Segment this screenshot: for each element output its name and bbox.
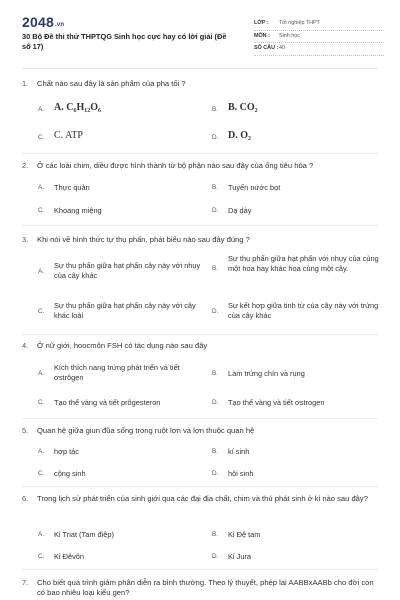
question-divider xyxy=(22,486,378,487)
question-5: 5. Quan hệ giữa giun đũa sống trong ruột lợn và lợn thuộc quan hệ A. hợp tác B. kí sinh C. cộng sinh D. hội sinh xyxy=(22,426,255,478)
question-divider xyxy=(22,334,378,335)
meta-subject-row: MÔN : Sinh học xyxy=(254,31,384,44)
question-number: 6. xyxy=(22,494,29,503)
question-divider xyxy=(22,225,378,226)
question-stem: Trong lịch sử phát triển của sinh giới qua các đại địa chất, chim và thú phát sinh ở kỉ nào sau đây? xyxy=(37,494,368,503)
meta-count-row: SỐ CÂU : 40 xyxy=(254,43,384,56)
option-a[interactable]: A. Kích thích nang trứng phát triển và tiết ơstrôgen xyxy=(38,363,180,382)
site-logo[interactable]: 2048.vn xyxy=(22,14,65,30)
exam-meta xyxy=(254,18,384,56)
question-3 xyxy=(22,235,382,320)
question-stem: Cho biết quá trình giảm phân diễn ra bình thường. Theo lý thuyết, phép lai AABBxAABb cho đời con có bao nhiêu loại kiểu gen? xyxy=(37,578,374,597)
option-c[interactable]: C. Sự thụ phấn giữa hạt phấn cây này với cây khác loài xyxy=(38,301,196,320)
question-7 xyxy=(22,578,382,598)
question-divider xyxy=(22,153,378,154)
header-rule xyxy=(22,68,378,69)
question-stem: Khi nói về hình thức tự thụ phấn, phát biểu nào sau đây đúng ? xyxy=(37,235,250,244)
question-1: 1. Chất nào sau đây là sản phẩm của pha tối ? A. A. C₆H₁₂O₆ B. B. CO₂ C. C. ATP D. D. O₂ xyxy=(22,79,258,141)
question-4: 4. Ở nữ giới, hoocmôn FSH có tác dụng nào sau đây A. Kích thích nang trứng phát triển và tiết ơstrôgen B. Làm trứng chín và rụng C. Tạo thể vàng và tiết prôgesteron D. Tạo thể vàng và tiết ơstrogen xyxy=(22,341,325,407)
option-b[interactable]: B. Sự thụ phấn giữa hạt phấn với nhụy của cùng một hoa hay khác hoa cùng một cây. xyxy=(212,254,379,273)
question-number: 7. xyxy=(22,578,29,587)
question-number: 4. xyxy=(22,341,29,350)
question-stem: Chất nào sau đây là sản phẩm của pha tối ? xyxy=(37,79,186,88)
question-stem: Quan hệ giữa giun đũa sống trong ruột lợn và lợn thuộc quan hệ xyxy=(37,426,255,435)
question-2: 2. Ở các loài chim, diều được hình thành từ bộ phận nào sau đây của ống tiêu hóa ? A. Thực quản B. Tuyến nước bọt C. Khoang miệng D. Dạ dày xyxy=(22,161,314,215)
document-header xyxy=(22,14,382,58)
option-d[interactable]: D. Sự kết hợp giữa tinh tử của cây này với trứng của cây khác xyxy=(212,301,379,320)
question-stem: Ở nữ giới, hoocmôn FSH có tác dụng nào sau đây xyxy=(37,341,208,350)
question-number: 2. xyxy=(22,161,29,170)
question-number: 5. xyxy=(22,426,29,435)
question-divider xyxy=(22,569,378,570)
question-stem: Ở các loài chim, diều được hình thành từ bộ phận nào sau đây của ống tiêu hóa ? xyxy=(37,161,314,170)
question-divider xyxy=(22,418,378,419)
document-title: 30 Bộ Đề thi thử THPTQG Sinh học cực hay có lời giải (Đề số 17) xyxy=(22,32,227,51)
question-6: 6. Trong lịch sử phát triển của sinh giới qua các đại địa chất, chim và thú phát sinh ở kỉ nào sau đây? A. Kỉ Triat (Tam điệp) B. Kỉ Đệ tam C. Kỉ Đêvôn D. Kỉ Jura xyxy=(22,494,368,561)
question-number: 3. xyxy=(22,235,29,244)
question-number: 1. xyxy=(22,79,29,88)
meta-class-row: LỚP : Tốt nghiệp THPT xyxy=(254,18,384,31)
option-a[interactable]: A. Sự thụ phấn giữa hạt phấn cây này với nhụy của cây khác xyxy=(38,261,201,280)
